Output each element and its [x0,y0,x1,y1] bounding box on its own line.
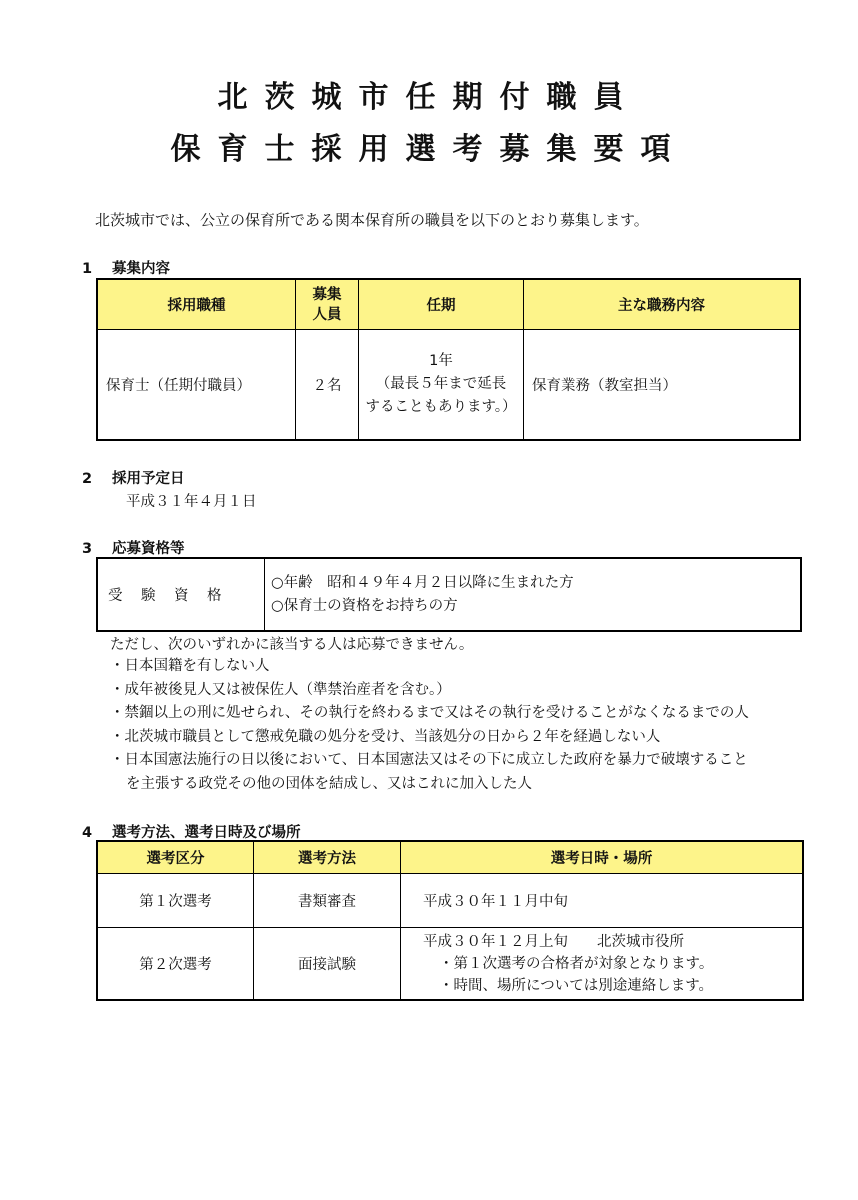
section2-number: 2 [82,471,93,487]
duty-cell: 保育業務（教室担当） [524,330,801,441]
document-title-line1: 北茨城市任期付職員 [217,80,641,115]
header-category: 選考区分 [97,841,254,874]
table-row [97,330,800,441]
section1-number: 1 [82,261,93,277]
schedule-line3: ・時間、場所については別途連絡します。 [439,977,714,994]
list-item: ・北茨城市職員として懲戒免職の処分を受け、当該処分の日から２年を経過しない人 [110,728,661,745]
term-line3: することもあります。） [365,399,517,415]
schedule-line1: 平成３０年１２月上旬 北茨城市役所 [423,933,684,950]
disqualification-list [110,655,749,796]
qualification-cell [265,558,802,631]
schedule-cell [401,928,804,1001]
intro-paragraph: 北茨城市では、公立の保育所である関本保育所の職員を以下のとおり募集します。 [95,211,649,229]
section3-heading [82,537,185,558]
list-item: ・日本国憲法施行の日以後において、日本国憲法又はその下に成立した政府を暴力で破壊すること [110,752,748,768]
section2-title: 採用予定日 [112,471,185,487]
list-item: ・成年被後見人又は被保佐人（準禁治産者を含む。） [110,681,451,698]
schedule-line2: ・第１次選考の合格者が対象となります。 [439,955,714,972]
list-item: ・日本国籍を有しない人 [110,658,270,674]
section4-title: 選考方法、選考日時及び場所 [112,825,301,841]
table-row [97,874,803,928]
section4-number: 4 [82,825,93,841]
section1-title: 募集内容 [112,261,170,277]
section1-heading [82,257,170,278]
header-duty: 主な職務内容 [524,279,801,330]
header-schedule: 選考日時・場所 [401,841,804,874]
schedule-cell: 平成３０年１１月中旬 [401,874,804,928]
term-line2: （最長５年まで延長 [375,376,507,392]
table-row [97,928,803,1001]
term-line1: 1年 [429,353,453,369]
header-job-type: 採用職種 [97,279,296,330]
section3-title: 応募資格等 [112,541,185,557]
header-term: 任期 [359,279,524,330]
document-title-line2: 保育士採用選考募集要項 [170,132,688,167]
qualification-label: 受 験 資 格 [97,558,265,631]
job-cell: 保育士（任期付職員） [97,330,296,441]
header-count [296,279,359,330]
count-cell: ２名 [296,330,359,441]
method-cell: 書類審査 [254,874,401,928]
header-count-line1: 募集 [312,286,342,303]
category-cell: 第１次選考 [97,874,254,928]
qualification-license: ○保育士の資格をお持ちの方 [271,597,458,614]
category-cell: 第２次選考 [97,928,254,1001]
recruitment-table [96,278,801,441]
qualification-age: ○年齢 昭和４９年４月２日以降に生まれた方 [271,574,574,591]
list-item: ・禁錮以上の刑に処せられ、その執行を終わるまで又はその執行を受けることがなくなるまでの人 [110,705,749,721]
method-cell: 面接試験 [254,928,401,1001]
qualification-table [96,557,802,632]
header-method: 選考方法 [254,841,401,874]
section3-number: 3 [82,541,93,557]
header-count-line2: 人員 [312,306,342,323]
hire-date: 平成３１年４月１日 [126,494,257,510]
section4-heading [82,821,301,842]
term-cell [359,330,524,441]
disqualification-note: ただし、次のいずれかに該当する人は応募できません。 [110,637,474,653]
selection-table [96,840,804,1001]
section2-heading [82,467,185,488]
list-item: を主張する政党その他の団体を結成し、又はこれに加入した人 [126,775,532,792]
